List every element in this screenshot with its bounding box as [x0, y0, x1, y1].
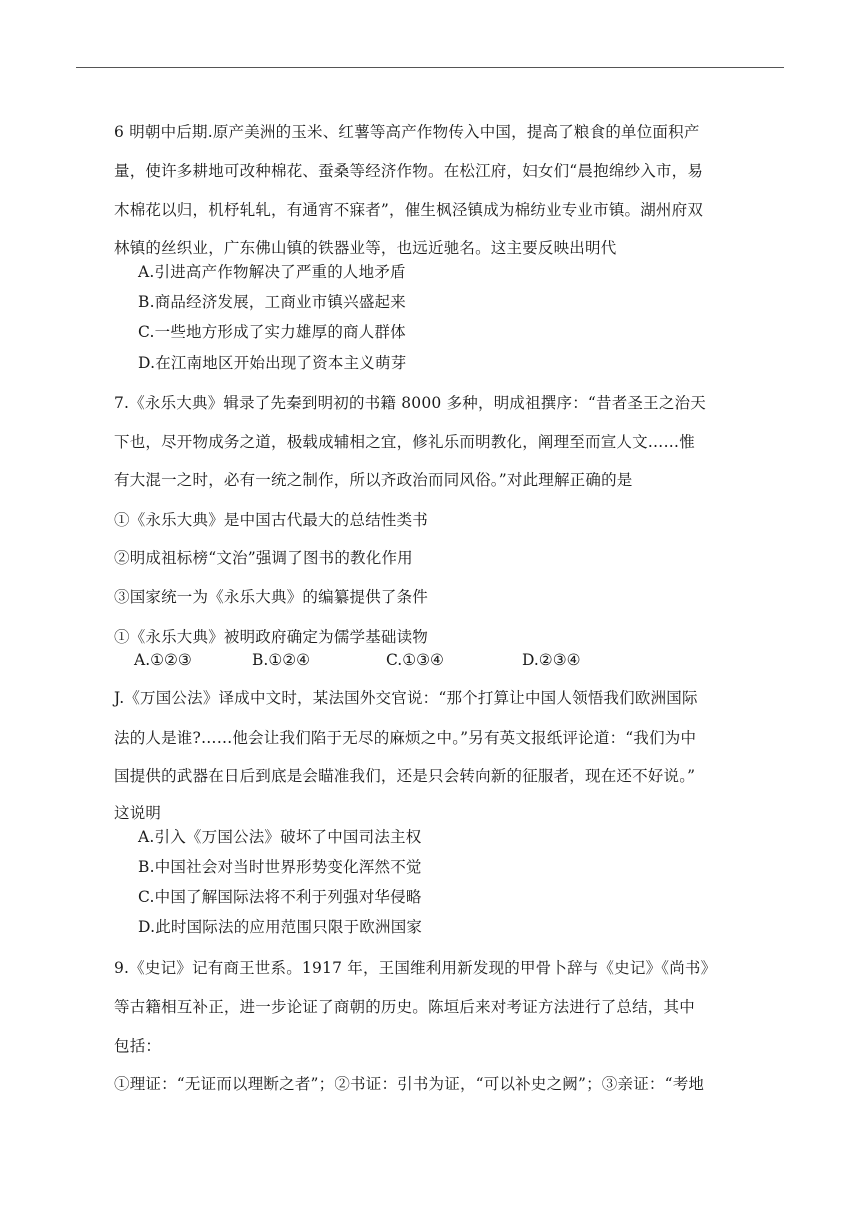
q6-option-b: B.商品经济发展，工商业市镇兴盛起来: [138, 293, 406, 311]
q6-stem-line-2: 量，使许多耕地可改种棉花、蚕桑等经济作物。在松江府，妇女们“晨抱绵纱入市，易: [114, 162, 704, 180]
q7-choice-c: C.①③④: [386, 651, 444, 669]
q7-choice-d: D.②③④: [522, 651, 581, 669]
q8-stem-line-4: 这说明: [114, 804, 162, 822]
q6-stem-line-4: 林镇的丝织业，广东佛山镇的铁器业等，也远近驰名。这主要反映出明代: [114, 239, 617, 257]
q7-stem-line-1: 7.《永乐大典》辑录了先秦到明初的书籍 8000 多种，明成祖撰序：“昔者圣王之治天: [114, 394, 706, 412]
q6-option-c: C.一些地方形成了实力雄厚的商人群体: [138, 323, 406, 341]
q6-option-d: D.在江南地区开始出现了资本主义萌芽: [138, 354, 407, 372]
q8-option-b: B.中国社会对当时世界形势变化浑然不觉: [138, 858, 422, 876]
q7-statement-2: ②明成祖标榜“文治”强调了图书的教化作用: [114, 549, 413, 567]
q8-option-d: D.此时国际法的应用范围只限于欧洲国家: [138, 918, 423, 936]
q9-stem-line-4: ①理证：“无证而以理断之者”；②书证：引书为证，“可以补史之阙”；③亲证：“考地: [114, 1075, 705, 1093]
q9-stem-line-2: 等古籍相互补正，进一步论证了商朝的历史。陈垣后来对考证方法进行了总结，其中: [114, 998, 695, 1016]
q9-stem-line-3: 包括：: [114, 1037, 162, 1055]
q8-option-c: C.中国了解国际法将不利于列强对华侵略: [138, 888, 422, 906]
q8-stem-line-3: 国提供的武器在日后到底是会瞄准我们，还是只会转向新的征服者，现在还不好说。”: [114, 767, 696, 785]
q9-stem-line-1: 9.《史记》记有商王世系。1917 年，王国维利用新发现的甲骨卜辞与《史记》《尚书》: [114, 959, 717, 977]
q7-stem-line-2: 下也，尽开物成务之道，极载成辅相之宜，修礼乐而明教化，阐理至而宣人文……惟: [114, 433, 695, 451]
q8-stem-line-2: 法的人是谁?……他会让我们陷于无尽的麻烦之中。”另有英文报纸评论道：“我们为中: [114, 729, 697, 747]
header-rule: [76, 67, 784, 68]
q7-choice-b: B.①②④: [252, 651, 311, 669]
q8-option-a: A.引入《万国公法》破坏了中国司法主权: [138, 828, 422, 846]
q6-stem-line-1: 6 明朝中后期.原产美洲的玉米、红薯等高产作物传入中国，提高了粮食的单位面积产: [114, 123, 700, 141]
q8-stem-line-1: J.《万国公法》译成中文时，某法国外交官说：“那个打算让中国人领悟我们欧洲国际: [114, 689, 698, 707]
q7-choice-a: A.①②③: [134, 651, 192, 669]
q7-statement-4: ①《永乐大典》被明政府确定为儒学基础读物: [114, 628, 429, 646]
q6-stem-line-3: 木棉花以归，机杼轧轧，有通宵不寐者”，催生枫泾镇成为棉纺业专业市镇。湖州府双: [114, 201, 704, 219]
q7-statement-1: ①《永乐大典》是中国古代最大的总结性类书: [114, 511, 429, 529]
q7-statement-3: ③国家统一为《永乐大典》的编纂提供了条件: [114, 588, 429, 606]
q7-stem-line-3: 有大混一之时，必有一统之制作，所以齐政治而同风俗。”对此理解正确的是: [114, 471, 633, 489]
q6-option-a: A.引进高产作物解决了严重的人地矛盾: [138, 263, 406, 281]
